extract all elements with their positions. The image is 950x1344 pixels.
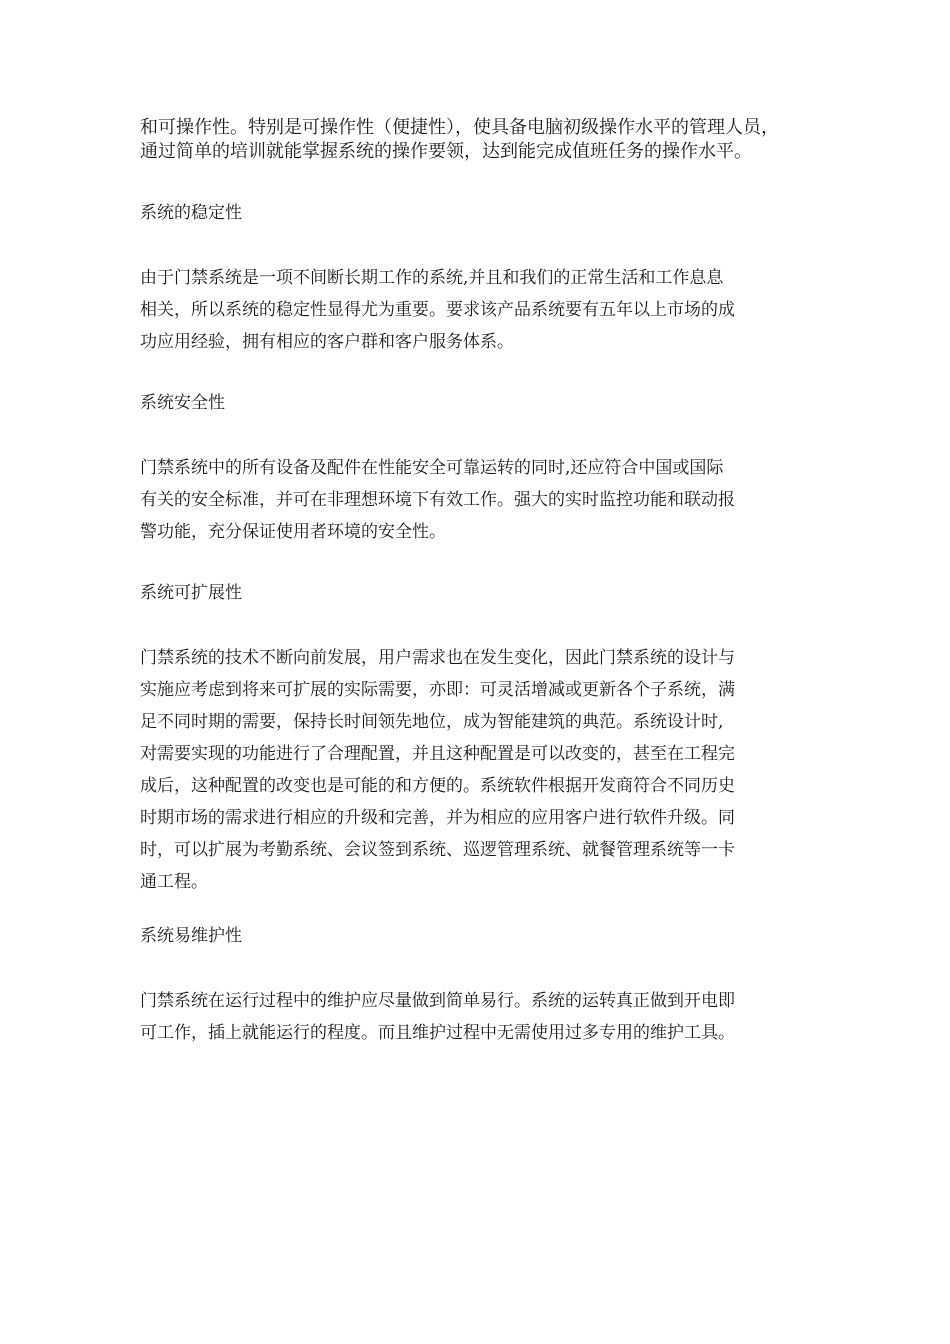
paragraph-line: 可工作，插上就能运行的程度。而且维护过程中无需使用过多专用的维护工具。 bbox=[140, 1023, 735, 1043]
paragraph-line: 门禁系统中的所有设备及配件在性能安全可靠运转的同时,还应符合中国或国际 bbox=[140, 458, 724, 478]
paragraph-line: 门禁系统的技术不断向前发展，用户需求也在发生变化，因此门禁系统的设计与 bbox=[140, 648, 735, 668]
paragraph-line: 通工程。 bbox=[140, 872, 208, 892]
paragraph-line: 有关的安全标准，并可在非理想环境下有效工作。强大的实时监控功能和联动报 bbox=[140, 490, 735, 510]
intro-line: 和可操作性。特别是可操作性（便捷性），使具备电脑初级操作水平的管理人员， bbox=[140, 117, 779, 138]
section-heading-security: 系统安全性 bbox=[140, 393, 225, 413]
intro-paragraph bbox=[140, 116, 830, 164]
section-heading-extensibility: 系统可扩展性 bbox=[140, 583, 242, 603]
paragraph-line: 门禁系统在运行过程中的维护应尽量做到简单易行。系统的运转真正做到开电即 bbox=[140, 991, 735, 1011]
paragraph-line: 足不同时期的需要，保持长时间领先地位，成为智能建筑的典范。系统设计时, bbox=[140, 712, 724, 732]
paragraph-line: 相关，所以系统的稳定性显得尤为重要。要求该产品系统要有五年以上市场的成 bbox=[140, 300, 735, 320]
paragraph-line: 时，可以扩展为考勤系统、会议签到系统、巡逻管理系统、就餐管理系统等一卡 bbox=[140, 840, 735, 860]
section-heading-maintainability: 系统易维护性 bbox=[140, 926, 242, 946]
section-heading-stability: 系统的稳定性 bbox=[140, 203, 242, 223]
paragraph-line: 警功能，充分保证使用者环境的安全性。 bbox=[140, 522, 446, 542]
paragraph-line: 成后，这种配置的改变也是可能的和方便的。系统软件根据开发商符合不同历史 bbox=[140, 776, 735, 796]
section-paragraph-extensibility bbox=[140, 642, 830, 898]
paragraph-line: 时期市场的需求进行相应的升级和完善，并为相应的应用客户进行软件升级。同 bbox=[140, 808, 735, 828]
section-paragraph-security bbox=[140, 452, 830, 548]
intro-line: 通过简单的培训就能掌握系统的操作要领，达到能完成值班任务的操作水平。 bbox=[140, 141, 752, 162]
section-paragraph-maintainability bbox=[140, 985, 830, 1049]
paragraph-line: 对需要实现的功能进行了合理配置，并且这种配置是可以改变的，甚至在工程完 bbox=[140, 744, 735, 764]
paragraph-line: 由于门禁系统是一项不间断长期工作的系统,并且和我们的正常生活和工作息息 bbox=[140, 268, 724, 288]
section-paragraph-stability bbox=[140, 262, 830, 358]
paragraph-line: 功应用经验，拥有相应的客户群和客户服务体系。 bbox=[140, 332, 514, 352]
paragraph-line: 实施应考虑到将来可扩展的实际需要，亦即：可灵活增减或更新各个子系统，满 bbox=[140, 680, 735, 700]
